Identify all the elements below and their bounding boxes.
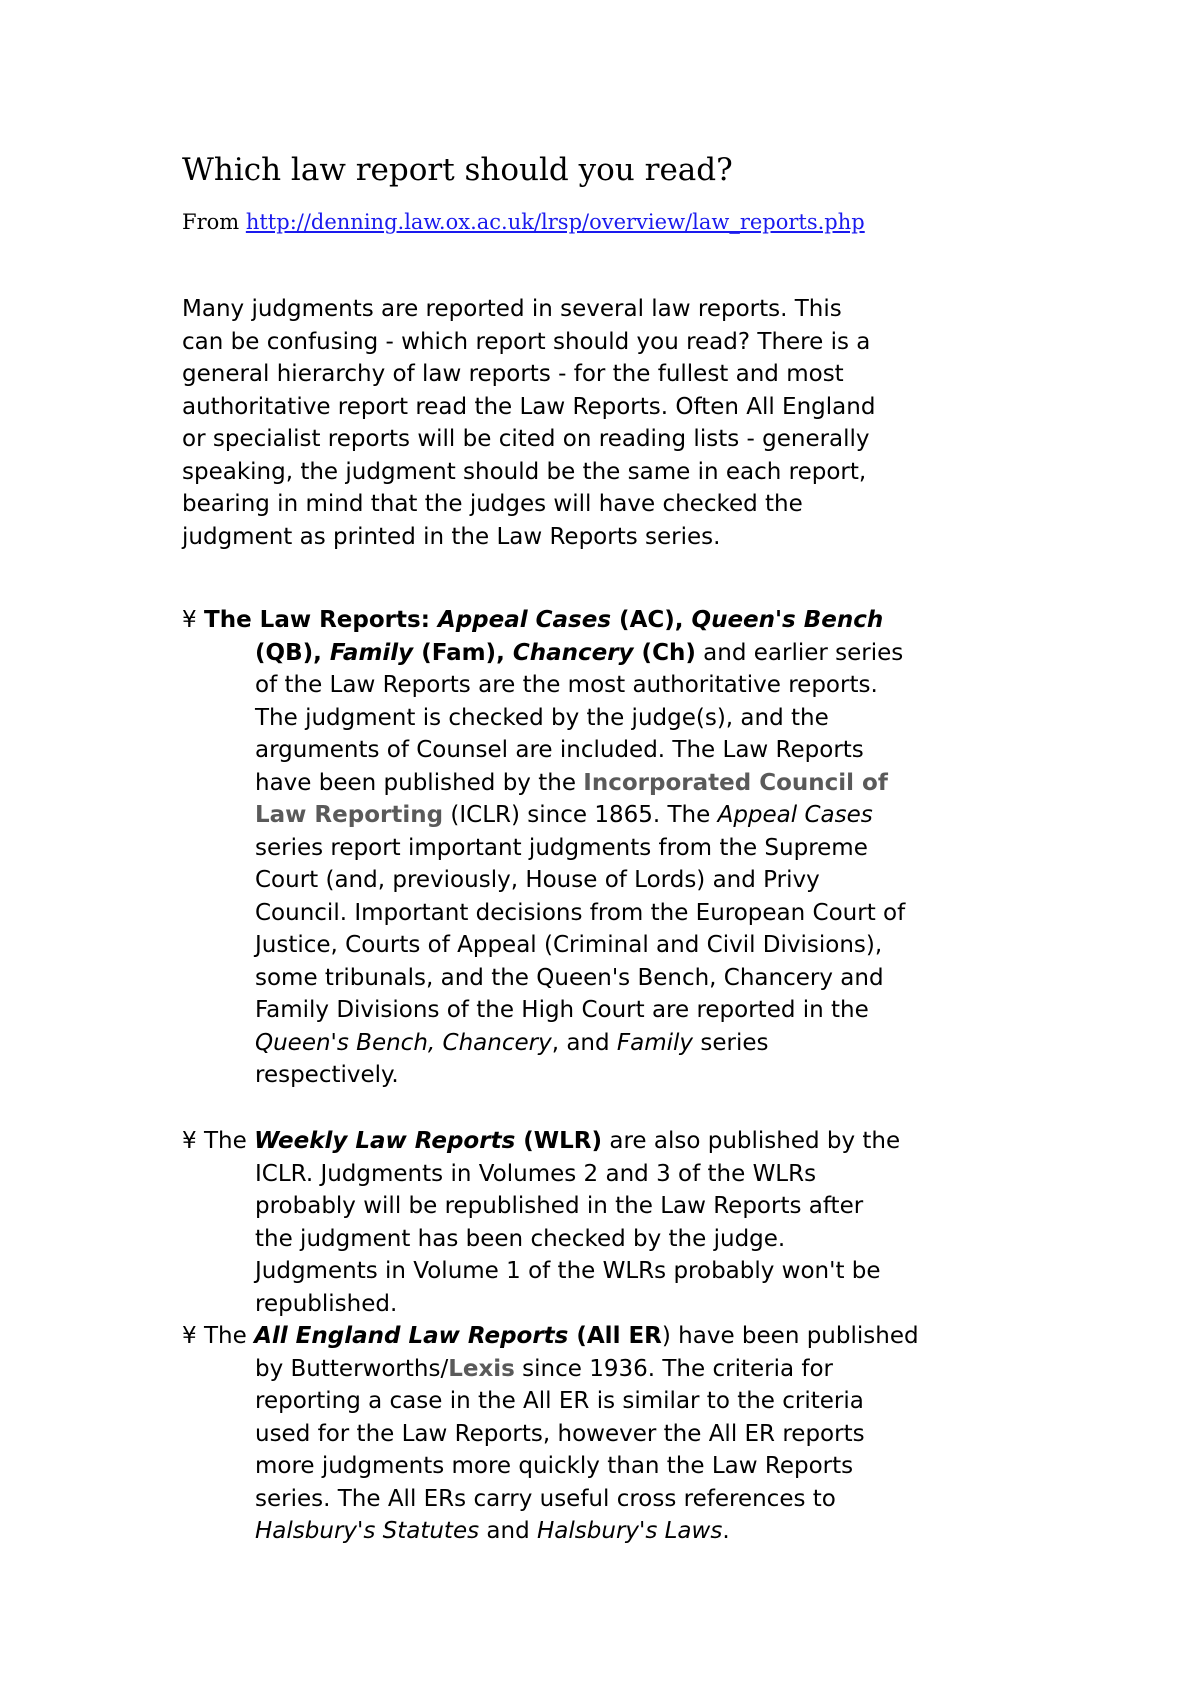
- bold-text: (All ER: [568, 1323, 662, 1349]
- lexis-link-text[interactable]: Lexis: [448, 1355, 515, 1382]
- bullet-line: [182, 637, 1062, 670]
- plain-text: .: [722, 1518, 730, 1544]
- bold-text: (Ch): [633, 639, 696, 666]
- plain-text: by Butterworths/: [255, 1355, 449, 1382]
- iclr-link-text[interactable]: Law Reporting: [255, 802, 444, 828]
- bullet-line: probably will be republished in the Law Reports after: [255, 1193, 864, 1219]
- bullet-line: of the Law Reports are the most authoritative reports.: [255, 672, 878, 698]
- plain-text: since 1936. The criteria for: [514, 1355, 834, 1382]
- bullet-line: Court (and, previously, House of Lords) and Privy: [255, 867, 820, 893]
- intro-line: judgment as printed in the Law Reports series.: [182, 523, 721, 550]
- bullet-line: Council. Important decisions from the European Court of: [255, 899, 906, 926]
- bullet-line: The judgment is checked by the judge(s), and the: [255, 704, 829, 731]
- bullet-line: Judgments in Volume 1 of the WLRs probably won't be: [255, 1258, 881, 1284]
- bullet-line: arguments of Counsel are included. The Law Reports: [255, 737, 864, 763]
- iclr-link-text[interactable]: Incorporated Council of: [583, 769, 888, 796]
- bold-text: (WLR): [515, 1128, 603, 1154]
- plain-text: (ICLR) since 1865. The: [443, 802, 718, 828]
- bullet-mark: ¥: [182, 607, 197, 633]
- bullet-line: [182, 1027, 1062, 1060]
- plain-text: The: [204, 1323, 255, 1349]
- plain-text: series: [693, 1029, 769, 1056]
- bullet-line: republished.: [255, 1290, 398, 1317]
- source-prefix: From: [182, 210, 246, 234]
- source-line: [182, 207, 865, 237]
- bullet-line: [182, 1125, 1062, 1158]
- bold-text: The Law Reports:: [204, 607, 438, 633]
- bullet-line: Family Divisions of the High Court are reported in the: [255, 997, 869, 1023]
- bullet-weekly-law-reports: [182, 1125, 1062, 1320]
- intro-line: can be confusing - which report should you read? There is a: [182, 328, 871, 355]
- intro-line: Many judgments are reported in several law reports. This: [182, 296, 842, 322]
- italic-text: Family: [616, 1029, 694, 1056]
- bullet-line: the judgment has been checked by the judge.: [255, 1225, 786, 1252]
- intro-line: or specialist reports will be cited on reading lists - generally: [182, 426, 870, 452]
- italic-text: Halsbury's Laws: [537, 1518, 723, 1544]
- plain-text: and earlier series: [695, 639, 904, 666]
- bold-italic-text: Appeal Cases: [437, 607, 612, 633]
- source-link[interactable]: http://denning.law.ox.ac.uk/lrsp/overview/law_reports.php: [245, 210, 865, 234]
- bold-italic-text: Queen's Bench: [691, 607, 884, 633]
- intro-line: speaking, the judgment should be the same in each report,: [182, 458, 867, 485]
- bullet-line: more judgments more quickly than the Law Reports: [255, 1453, 854, 1479]
- plain-text: and: [479, 1518, 537, 1544]
- bullet-line: some tribunals, and the Queen's Bench, Chancery and: [255, 964, 884, 991]
- bullet-line: [182, 1515, 1062, 1548]
- bullet-line: series. The All ERs carry useful cross references to: [255, 1485, 836, 1512]
- bullet-line: [182, 1320, 1062, 1353]
- bold-text: (AC): [611, 607, 675, 633]
- plain-text: The: [204, 1128, 255, 1154]
- italic-text: Queen's Bench, Chancery: [255, 1029, 552, 1056]
- intro-line: authoritative report read the Law Reports. Often All England: [182, 393, 876, 420]
- bullet-line: Justice, Courts of Appeal (Criminal and Civil Divisions),: [255, 932, 883, 958]
- bold-italic-text: Chancery: [512, 639, 634, 666]
- intro-line: bearing in mind that the judges will have checked the: [182, 491, 803, 517]
- bullet-all-england-law-reports: [182, 1320, 1062, 1548]
- bullet-law-reports: [182, 604, 1062, 1092]
- document-title: Which law report should you read?: [182, 152, 733, 188]
- bold-text: ,: [496, 639, 513, 666]
- plain-text: are also published by the: [602, 1128, 901, 1154]
- plain-text: ) have been published: [661, 1323, 919, 1349]
- bold-text: (QB): [255, 639, 314, 666]
- bullet-mark: ¥: [182, 1323, 197, 1349]
- bold-text: ,: [674, 607, 692, 633]
- bullet-line: reporting a case in the All ER is similar to the criteria: [255, 1388, 864, 1414]
- bullet-line: used for the Law Reports, however the All ER reports: [255, 1420, 865, 1447]
- plain-text: have been published by the: [255, 769, 584, 796]
- bold-italic-text: Family: [329, 639, 414, 666]
- italic-text: Appeal Cases: [717, 802, 873, 828]
- bullet-line: [182, 799, 1062, 832]
- italic-text: Halsbury's Statutes: [255, 1518, 480, 1544]
- bullet-line: series report important judgments from the Supreme: [255, 834, 868, 861]
- bullet-line: ICLR. Judgments in Volumes 2 and 3 of the WLRs: [255, 1160, 817, 1187]
- bullet-line: [182, 767, 1062, 800]
- bold-text: (Fam): [413, 639, 497, 666]
- intro-paragraph: [182, 293, 1042, 553]
- bullet-mark: ¥: [182, 1128, 197, 1154]
- bold-italic-text: Weekly Law Reports: [254, 1128, 516, 1154]
- plain-text: , and: [551, 1029, 617, 1056]
- bold-italic-text: All England Law Reports: [254, 1323, 569, 1349]
- intro-line: general hierarchy of law reports - for the fullest and most: [182, 361, 844, 387]
- bullet-line: [182, 604, 1062, 637]
- bold-text: ,: [313, 639, 330, 666]
- bullet-line: [182, 1353, 1062, 1386]
- bullet-line: respectively.: [255, 1062, 399, 1088]
